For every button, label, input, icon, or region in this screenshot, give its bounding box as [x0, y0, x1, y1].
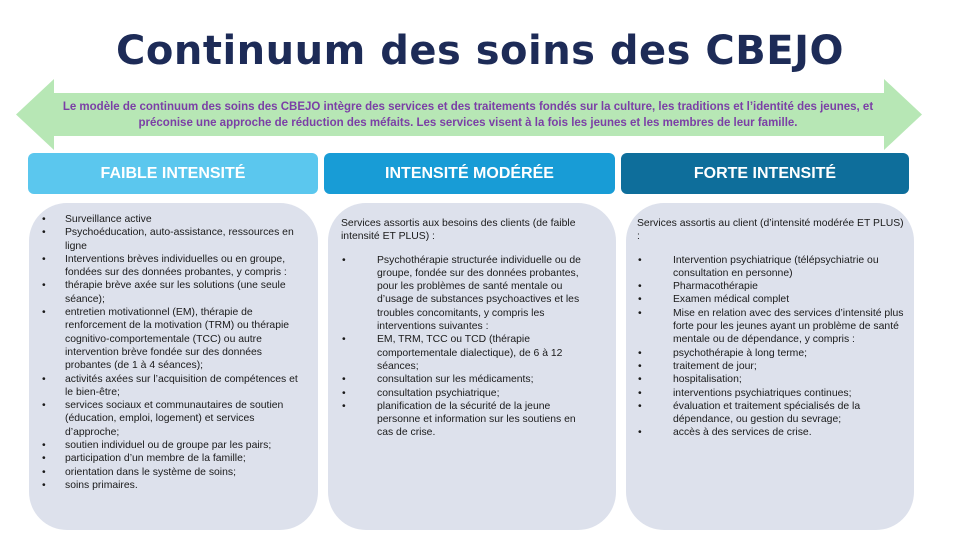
heading-high-intensity: FORTE INTENSITÉ [621, 153, 909, 194]
list-item: • participation d’un membre de la famille; [41, 452, 298, 465]
page-title: Continuum des soins des CBEJO [116, 28, 844, 74]
panel-moderate-intensity [328, 203, 616, 530]
list-item: • entretien motivationnel (EM), thérapie de renforcement de la motivation (TRM) ou thérapie cognitivo-comportementale (TCC) ou autre intervention brève fondée sur des données probantes (de 1 à 4 séances); [41, 306, 298, 372]
list-item: • EM, TRM, TCC ou TCD (thérapie comportementale dialectique), de 6 à 12 séances; [341, 333, 594, 373]
heading-moderate-intensity: INTENSITÉ MODÉRÉE [324, 153, 615, 194]
list-item: • Surveillance active [41, 213, 298, 226]
list-item: • Mise en relation avec des services d’intensité plus forte pour les jeunes ayant un problème de santé mentale ou de dépendance, y compris : [637, 307, 904, 347]
list-item: • traitement de jour; [637, 360, 904, 373]
list-item: • planification de la sécurité de la jeune personne et information sur les soutiens en cas de crise. [341, 400, 594, 440]
list-item: • consultation psychiatrique; [341, 387, 594, 400]
list-item: • Psychothérapie structurée individuelle ou de groupe, fondée sur des données probantes, pour les problèmes de santé mentale ou d’usage de substances psychoactives et les troubles concomitants, y compris les interventions suivantes : [341, 254, 594, 334]
list-item: • Interventions brèves individuelles ou en groupe, fondées sur des données probantes, y compris : [41, 253, 298, 280]
list-item: • Examen médical complet [637, 293, 904, 306]
list-item: • Intervention psychiatrique (télépsychiatrie ou consultation en personne) [637, 254, 904, 281]
list-high-intensity [637, 254, 904, 440]
intro-high-intensity: Services assortis au client (d’intensité modérée ET PLUS) : [637, 218, 904, 243]
list-item: • orientation dans le système de soins; [41, 466, 298, 479]
heading-low-intensity: FAIBLE INTENSITÉ [28, 153, 318, 194]
list-low-intensity [41, 213, 298, 492]
list-item: • interventions psychiatriques continues; [637, 387, 904, 400]
panel-low-intensity [29, 203, 318, 530]
list-item: • thérapie brève axée sur les solutions (une seule séance); [41, 279, 298, 306]
list-item: • Psychoéducation, auto-assistance, ressources en ligne [41, 226, 298, 253]
list-item: • psychothérapie à long terme; [637, 347, 904, 360]
intro-moderate-intensity: Services assortis aux besoins des clients (de faible intensité ET PLUS) : [341, 218, 576, 243]
list-item: • services sociaux et communautaires de soutien (éducation, emploi, logement) et services d’approche; [41, 399, 298, 439]
list-item: • Pharmacothérapie [637, 280, 904, 293]
panel-high-intensity [626, 203, 914, 530]
list-item: • évaluation et traitement spécialisés de la dépendance, ou gestion du sevrage; [637, 400, 904, 427]
list-item: • consultation sur les médicaments; [341, 373, 594, 386]
list-item: • activités axées sur l’acquisition de compétences et le bien-être; [41, 373, 298, 400]
list-item: • soins primaires. [41, 479, 298, 492]
list-item: • hospitalisation; [637, 373, 904, 386]
list-item: • accès à des services de crise. [637, 426, 904, 439]
continuum-description: Le modèle de continuum des soins des CBEJO intègre des services et des traitements fondés sur la culture, les traditions et l’identité des jeunes, et préconise une approche de réduction des méfaits. Les services visent à la fois les jeunes et les membres de leur famille. [62, 101, 874, 129]
list-item: • soutien individuel ou de groupe par les pairs; [41, 439, 298, 452]
list-moderate-intensity [341, 254, 594, 440]
